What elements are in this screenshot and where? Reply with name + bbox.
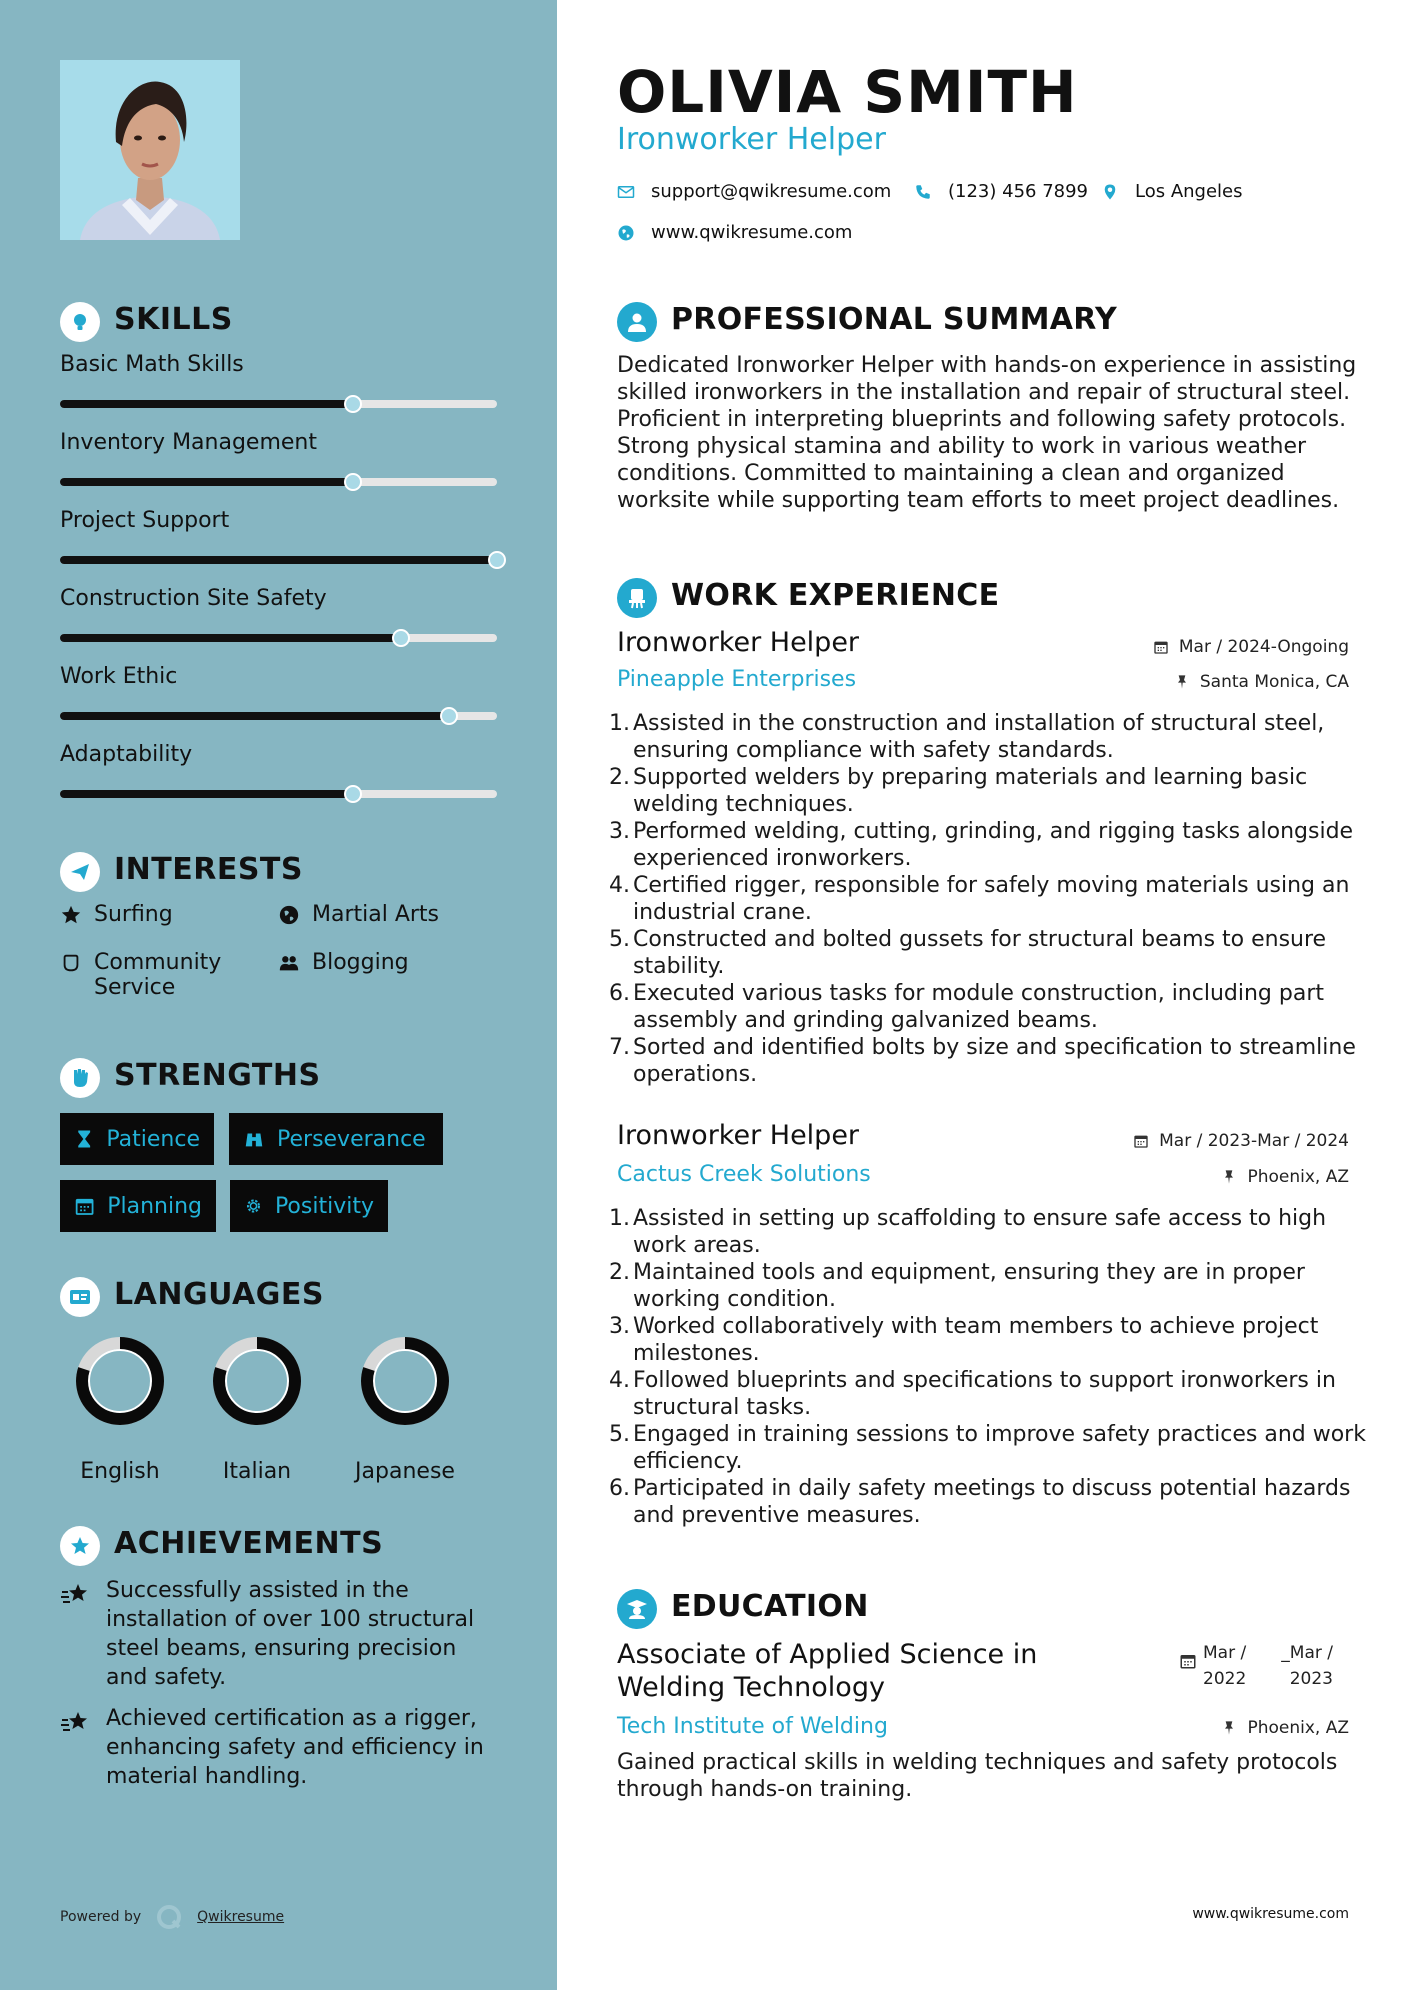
summary-title: PROFESSIONAL SUMMARY	[671, 302, 1118, 337]
skill-level-knob	[488, 551, 506, 569]
skill-level-knob	[344, 785, 362, 803]
duty-text: Executed various tasks for module construction, including part assembly and grinding galvanized beams.	[633, 981, 1325, 1033]
skill-item	[60, 664, 500, 720]
footer-website[interactable]: www.qwikresume.com	[1192, 1906, 1349, 1922]
education-text: Gained practical skills in welding techniques and safety protocols through hands-on training.	[617, 1750, 1338, 1802]
duty-item	[609, 1367, 1369, 1421]
map-pin-icon	[1101, 183, 1119, 201]
interest-label: Martial Arts	[312, 902, 440, 927]
job-company: Pineapple Enterprises	[617, 667, 857, 692]
duty-item	[609, 818, 1369, 872]
duty-number: 2.	[609, 1260, 630, 1285]
duty-item	[609, 980, 1369, 1034]
strength-planning	[60, 1180, 216, 1232]
duty-item	[609, 872, 1369, 926]
duty-text: Supported welders by preparing materials and learning basic welding techniques.	[633, 765, 1308, 817]
skill-name: Basic Math Skills	[60, 352, 244, 377]
language-item	[340, 1333, 470, 1484]
languages-title: LANGUAGES	[114, 1277, 324, 1312]
duty-number: 6.	[609, 1476, 630, 1501]
strength-perseverance	[229, 1113, 443, 1165]
email-text: support@qwikresume.com	[651, 181, 892, 202]
job-title: Ironworker Helper	[617, 1120, 860, 1151]
fist-icon	[60, 1058, 100, 1098]
strength-label: Perseverance	[277, 1126, 426, 1152]
interest-label: Blogging	[312, 950, 409, 975]
users-icon	[278, 952, 304, 978]
language-level-ring	[209, 1333, 305, 1429]
skill-level-bar	[60, 712, 497, 720]
location-text: Los Angeles	[1135, 181, 1243, 202]
duty-number: 5.	[609, 1422, 630, 1447]
pin-icon	[1221, 1169, 1237, 1185]
job-company: Cactus Creek Solutions	[617, 1162, 871, 1187]
duty-number: 1.	[609, 1206, 630, 1231]
strength-positivity	[230, 1180, 388, 1232]
duty-text: Assisted in the construction and installation of structural steel, ensuring compliance with safety standards.	[633, 711, 1325, 763]
language-name: Japanese	[355, 1459, 455, 1484]
candidate-name: OLIVIA SMITH	[617, 58, 1078, 126]
skill-level-knob	[440, 707, 458, 725]
job-dates-text: Mar / 2023-Mar / 2024	[1159, 1131, 1349, 1151]
phone-text: (123) 456 7899	[948, 181, 1089, 202]
interest-surfing	[60, 902, 173, 930]
strength-label: Positivity	[274, 1193, 374, 1219]
user-icon	[617, 302, 657, 342]
skill-level-bar	[60, 556, 497, 564]
briefcase-chair-icon	[617, 578, 657, 618]
edu-end-date	[1273, 1640, 1333, 1692]
strength-label: Patience	[106, 1126, 200, 1152]
skill-level-bar	[60, 478, 497, 486]
skill-level-knob	[344, 473, 362, 491]
duty-item	[609, 1205, 1369, 1259]
job-dates	[1153, 637, 1349, 657]
hand-icon	[60, 952, 86, 978]
duty-text: Performed welding, cutting, grinding, and rigging tasks alongside experienced ironworkers.	[633, 819, 1354, 871]
skill-level-fill	[60, 556, 497, 564]
skill-level-bar	[60, 400, 497, 408]
calendar-icon	[74, 1195, 95, 1217]
duty-number: 7.	[609, 1035, 630, 1060]
language-name: English	[80, 1459, 160, 1484]
duty-item	[609, 926, 1369, 980]
star-icon	[60, 904, 86, 930]
duty-number: 4.	[609, 873, 630, 898]
interest-martial-arts	[278, 902, 439, 930]
achievement-text: Successfully assisted in the installation of over 100 structural steel beams, ensuring precision and safety.	[106, 1578, 475, 1690]
skill-item	[60, 430, 500, 486]
job-duties-list	[609, 1205, 1369, 1529]
profile-photo	[60, 60, 240, 240]
language-level-ring	[72, 1333, 168, 1429]
edu-end-month: _Mar /	[1281, 1643, 1333, 1663]
duty-item	[609, 1421, 1369, 1475]
achievement-item	[60, 1576, 500, 1692]
interest-blogging	[278, 950, 409, 978]
interest-community-service	[60, 950, 260, 1000]
language-ring-inner	[89, 1350, 151, 1412]
duty-text: Engaged in training sessions to improve safety practices and work efficiency.	[633, 1422, 1366, 1474]
degree-title: Associate of Applied Science in Welding Technology	[617, 1639, 1038, 1703]
shooting-star-icon	[60, 1708, 96, 1740]
contact-website[interactable]	[617, 222, 852, 243]
job-dates-text: Mar / 2024-Ongoing	[1178, 637, 1349, 657]
job-duties-list	[609, 710, 1369, 1088]
language-level-ring	[357, 1333, 453, 1429]
edu-start-year: 2022	[1203, 1669, 1247, 1689]
skill-name: Project Support	[60, 508, 230, 533]
contact-phone[interactable]	[914, 181, 1088, 202]
language-item	[192, 1333, 322, 1484]
duty-item	[609, 1034, 1369, 1088]
summary-text: Dedicated Ironworker Helper with hands-on experience in assisting skilled ironworkers in the installation and repair of structural steel. Proficient in interpreting blueprints and following safety protocols. Strong physical stamina and ability to work in various weather conditions. Committed to maintaining a clean and organized worksite while supporting team efforts to meet project deadlines.	[617, 353, 1357, 513]
experience-title: WORK EXPERIENCE	[671, 578, 1000, 613]
powered-by	[60, 1903, 284, 1931]
powered-by-label: Powered by	[60, 1909, 142, 1925]
envelope-icon	[617, 183, 635, 201]
calendar-icon	[1179, 1652, 1199, 1672]
phone-icon	[914, 183, 932, 201]
duty-item	[609, 764, 1369, 818]
lightbulb-icon	[60, 302, 100, 342]
skill-level-fill	[60, 790, 353, 798]
duty-number: 3.	[609, 819, 630, 844]
job-title: Ironworker Helper	[617, 627, 860, 658]
job-location-text: Phoenix, AZ	[1247, 1167, 1349, 1187]
edu-location-text: Phoenix, AZ	[1247, 1718, 1349, 1738]
strengths-title: STRENGTHS	[114, 1058, 321, 1093]
qwikresume-link[interactable]: Qwikresume	[197, 1909, 285, 1925]
duty-text: Assisted in setting up scaffolding to ensure safe access to high work areas.	[633, 1206, 1327, 1258]
contact-email[interactable]	[617, 181, 891, 202]
binoculars-icon	[243, 1128, 265, 1150]
pin-icon	[1174, 674, 1190, 690]
achievement-text: Achieved certification as a rigger, enhancing safety and efficiency in material handling.	[106, 1706, 484, 1789]
skill-item	[60, 586, 500, 642]
skill-name: Adaptability	[60, 742, 193, 767]
skill-name: Inventory Management	[60, 430, 317, 455]
strength-label: Planning	[107, 1193, 202, 1219]
skill-name: Work Ethic	[60, 664, 178, 689]
hourglass-icon	[74, 1128, 94, 1150]
interest-label: Surfing	[94, 902, 173, 927]
achievement-item	[60, 1704, 500, 1791]
duty-text: Certified rigger, responsible for safely moving materials using an industrial crane.	[633, 873, 1350, 925]
job-location	[1221, 1167, 1349, 1187]
education-title: EDUCATION	[671, 1589, 869, 1624]
shooting-star-icon	[60, 1580, 96, 1612]
job-location	[1174, 672, 1349, 692]
skills-title: SKILLS	[114, 302, 233, 337]
skill-item	[60, 742, 500, 798]
strength-patience	[60, 1113, 214, 1165]
edu-end-year: 2023	[1289, 1669, 1333, 1689]
portrait-image	[60, 60, 240, 240]
interests-title: INTERESTS	[114, 852, 303, 887]
duty-item	[609, 1313, 1369, 1367]
duty-number: 6.	[609, 981, 630, 1006]
language-ring-inner	[226, 1350, 288, 1412]
interest-label: Community Service	[94, 950, 222, 1000]
globe-icon	[617, 224, 635, 242]
skill-level-bar	[60, 790, 497, 798]
achievements-title: ACHIEVEMENTS	[114, 1526, 384, 1561]
language-ring-inner	[374, 1350, 436, 1412]
skill-level-knob	[392, 629, 410, 647]
skill-level-fill	[60, 400, 353, 408]
skill-level-fill	[60, 478, 353, 486]
skill-name: Construction Site Safety	[60, 586, 327, 611]
id-card-icon	[60, 1277, 100, 1317]
duty-item	[609, 710, 1369, 764]
calendar-icon	[1153, 639, 1169, 655]
duty-text: Maintained tools and equipment, ensuring they are in proper working condition.	[633, 1260, 1305, 1312]
school-name: Tech Institute of Welding	[617, 1714, 888, 1739]
duty-number: 1.	[609, 711, 630, 736]
duty-number: 3.	[609, 1314, 630, 1339]
job-location-text: Santa Monica, CA	[1199, 672, 1349, 692]
duty-number: 5.	[609, 927, 630, 952]
website-text: www.qwikresume.com	[651, 222, 853, 243]
duty-text: Participated in daily safety meetings to discuss potential hazards and preventive measures.	[633, 1476, 1351, 1528]
edu-location	[1221, 1718, 1349, 1738]
skill-level-bar	[60, 634, 497, 642]
skill-level-knob	[344, 395, 362, 413]
job-dates	[1133, 1131, 1349, 1151]
main-content	[557, 0, 1407, 1990]
paper-plane-icon	[60, 852, 100, 892]
skill-level-fill	[60, 634, 401, 642]
duty-text: Constructed and bolted gussets for structural beams to ensure stability.	[633, 927, 1327, 979]
language-item	[55, 1333, 185, 1484]
edu-start-month: Mar /	[1203, 1643, 1247, 1663]
gear-icon	[244, 1195, 263, 1217]
star-badge-icon	[60, 1526, 100, 1566]
skill-item	[60, 508, 500, 564]
skill-item	[60, 352, 500, 408]
duty-number: 2.	[609, 765, 630, 790]
contact-location	[1101, 181, 1243, 202]
duty-text: Sorted and identified bolts by size and specification to streamline operations.	[633, 1035, 1356, 1087]
graduate-icon	[617, 1589, 657, 1629]
qwikresume-logo-icon	[155, 1903, 183, 1931]
duty-number: 4.	[609, 1368, 630, 1393]
globe-icon	[278, 904, 304, 930]
duty-text: Worked collaboratively with team members to achieve project milestones.	[633, 1314, 1319, 1366]
candidate-role: Ironworker Helper	[617, 122, 886, 157]
sidebar	[0, 0, 557, 1990]
duty-text: Followed blueprints and specifications to support ironworkers in structural tasks.	[633, 1368, 1336, 1420]
duty-item	[609, 1259, 1369, 1313]
calendar-icon	[1133, 1133, 1149, 1149]
language-name: Italian	[222, 1459, 292, 1484]
duty-item	[609, 1475, 1369, 1529]
pin-icon	[1221, 1720, 1237, 1736]
edu-start-date	[1203, 1640, 1246, 1692]
skill-level-fill	[60, 712, 449, 720]
